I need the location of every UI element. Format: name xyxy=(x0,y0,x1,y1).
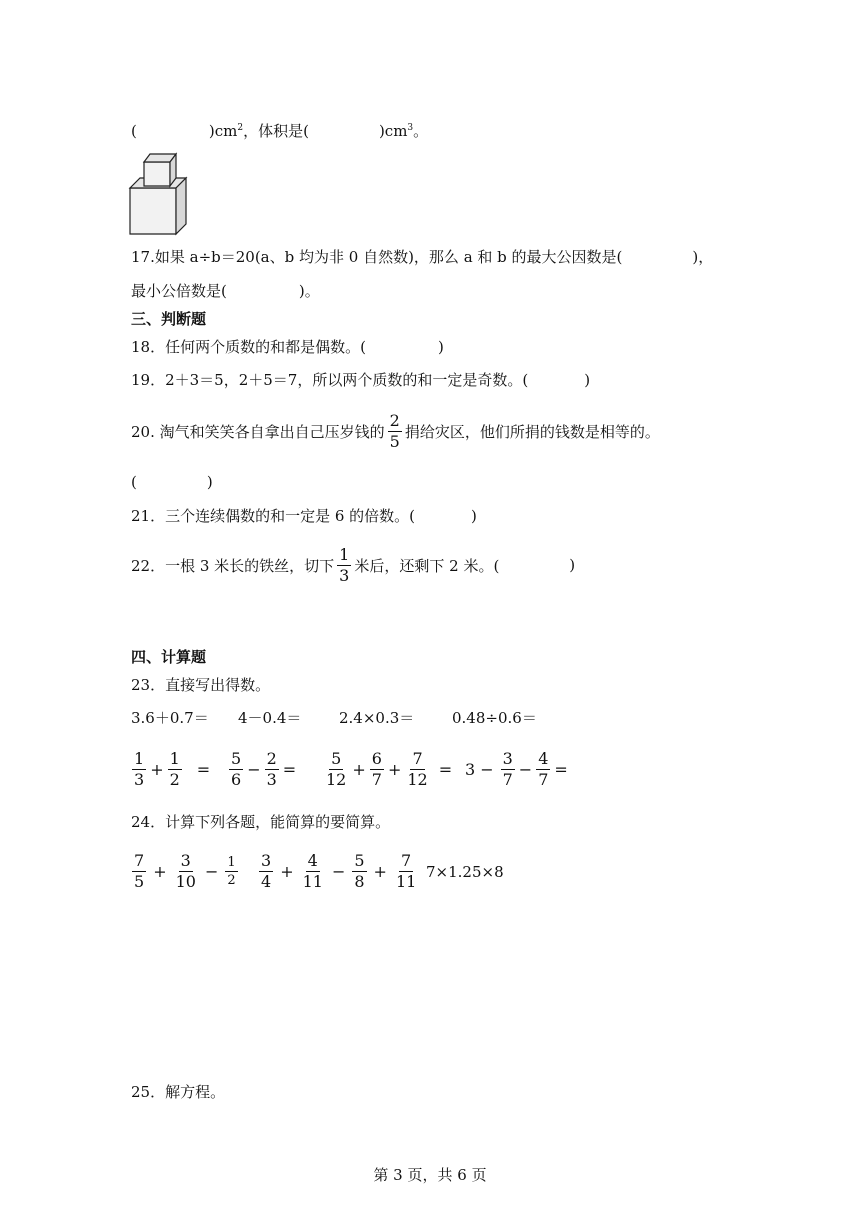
fraction: $\frac{1}{2}$ xyxy=(169,748,180,789)
fraction: $\frac{7}{12}$ xyxy=(407,748,428,789)
fraction: $\frac{7}{5}$ xyxy=(134,850,145,891)
fraction: $\frac{1}{3}$ xyxy=(339,544,350,585)
fraction: $\frac{5}{6}$ xyxy=(231,748,242,789)
unit-text: )cm xyxy=(208,122,238,140)
fraction-expression: $\frac{3}{4}$ + $\frac{4}{11}$ − $\frac{5}{8}$ + $\frac{7}{11}$ xyxy=(261,850,417,891)
unit-text: )cm xyxy=(378,122,408,140)
question-20-answer xyxy=(131,472,213,492)
question-21 xyxy=(131,506,477,526)
superscript: 2 xyxy=(237,123,244,133)
paren-open: ( xyxy=(131,473,137,491)
question-text: 18．任何两个质数的和都是偶数。( xyxy=(131,338,366,356)
fraction-expression: $\frac{5}{12}$ + $\frac{6}{7}$ + $\frac{7}{12}$ = xyxy=(326,748,453,789)
question-22 xyxy=(131,542,575,588)
paren-open: ( xyxy=(131,122,137,140)
q16-answer-line xyxy=(131,118,428,141)
fraction: $\frac{2}{3}$ xyxy=(266,748,277,789)
fraction: $\frac{4}{11}$ xyxy=(302,850,323,891)
fraction-expression: 3 − $\frac{3}{7}$ − $\frac{4}{7}$ = xyxy=(465,748,568,789)
fraction-expression: $\frac{1}{3}$ + $\frac{1}{2}$ = xyxy=(134,748,211,789)
question-18 xyxy=(131,337,444,357)
fraction: $\frac{1}{2}$ xyxy=(227,854,236,888)
page-footer: 第 3 页，共 6 页 xyxy=(373,1166,487,1184)
question-25: 25．解方程。 xyxy=(131,1083,226,1101)
fraction: $\frac{5}{8}$ xyxy=(354,850,365,891)
question-17-line2 xyxy=(131,281,320,301)
calc-item: 2.4×0.3＝ xyxy=(339,709,415,727)
fraction: $\frac{3}{4}$ xyxy=(261,850,272,891)
question-20 xyxy=(131,408,660,454)
period: 。 xyxy=(413,122,429,140)
question-text: 19．2＋3＝5，2＋5＝7，所以两个质数的和一定是奇数。( xyxy=(131,371,529,389)
calc-item: 0.48÷0.6＝ xyxy=(452,709,537,727)
fraction-expression: $\frac{5}{6}$ − $\frac{2}{3}$ = xyxy=(231,748,297,789)
question-24: 24．计算下列各题，能简算的要简算。 xyxy=(131,813,391,831)
fraction: $\frac{3}{10}$ xyxy=(175,850,196,891)
fraction: $\frac{2}{5}$ xyxy=(389,410,400,451)
question-19 xyxy=(131,370,590,390)
paren-close: ) xyxy=(206,473,213,491)
calc-item: 3.6＋0.7＝ xyxy=(131,709,209,727)
question-text: 捐给灾区，他们所捐的钱数是相等的。 xyxy=(404,422,660,441)
fraction: $\frac{7}{11}$ xyxy=(395,850,417,891)
question-text: 17.如果 a÷b＝20(a、b 均为非 0 自然数)，那么 a 和 b 的最大公因数是( xyxy=(131,248,623,266)
question-text: 最小公倍数是( xyxy=(131,282,227,300)
question-text: )， xyxy=(692,248,714,266)
stacked-cubes-figure xyxy=(128,150,192,236)
paren-close: ) xyxy=(584,371,591,389)
fraction: $\frac{4}{7}$ xyxy=(538,748,549,789)
question-17-line1 xyxy=(131,247,713,267)
fraction: $\frac{3}{7}$ xyxy=(502,748,513,789)
question-text: 22．一根 3 米长的铁丝，切下 xyxy=(131,556,335,575)
question-text: 米后，还剩下 2 米。( xyxy=(354,556,500,575)
section-heading: 三、判断题 xyxy=(131,310,207,328)
question-text: 21．三个连续偶数的和一定是 6 的倍数。( xyxy=(131,507,416,525)
fraction: $\frac{6}{7}$ xyxy=(371,748,382,789)
fraction: $\frac{1}{3}$ xyxy=(134,748,145,789)
question-23: 23．直接写出得数。 xyxy=(131,676,271,694)
fraction: $\frac{5}{12}$ xyxy=(326,748,347,789)
question-text: )。 xyxy=(298,282,320,300)
calc-item: 4－0.4＝ xyxy=(238,709,302,727)
fraction-expression: $\frac{7}{5}$ + $\frac{3}{10}$ − $\frac{1}{2}$ xyxy=(134,850,236,891)
volume-label: ，体积是( xyxy=(243,122,309,140)
paren-close: ) xyxy=(437,338,444,356)
superscript: 3 xyxy=(407,123,414,133)
paren-close: ) xyxy=(569,556,576,574)
section-heading: 四、计算题 xyxy=(131,648,207,666)
calc-item: 7×1.25×8 xyxy=(426,863,504,881)
question-text: 20. 淘气和笑笑各自拿出自己压岁钱的 xyxy=(131,422,385,441)
paren-close: ) xyxy=(471,507,477,525)
